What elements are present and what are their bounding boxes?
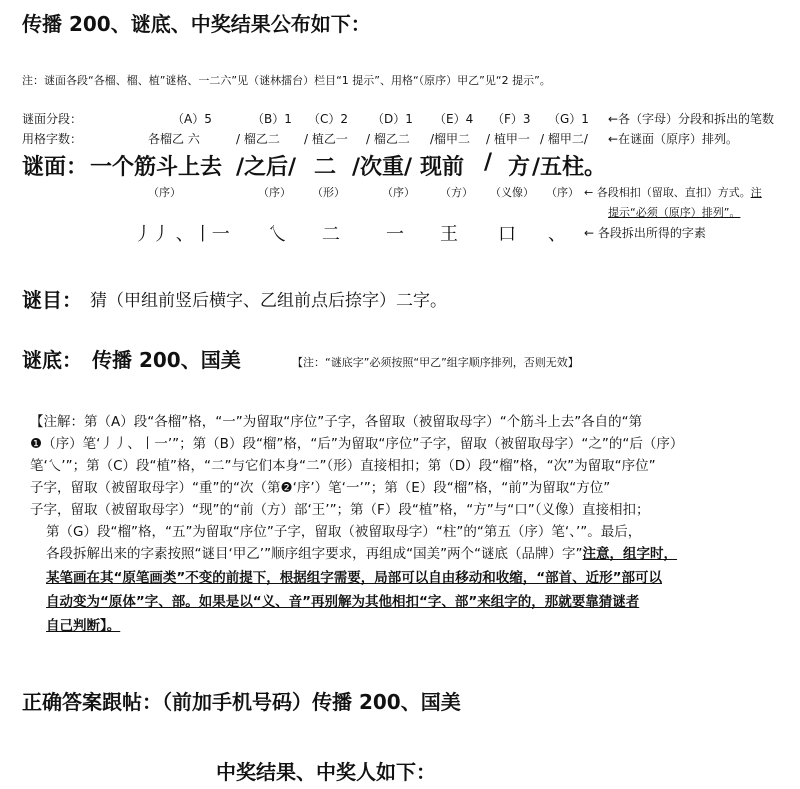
answer-note: 【注：“谜底字”必须按照“甲乙”组字顺序排列，否则无效】 — [292, 356, 579, 369]
strokes-note: ← 各段拆出所得的字素 — [584, 226, 706, 240]
riddle-part-4: /次重/ — [352, 155, 413, 180]
segment-a: （A）5 — [172, 112, 212, 126]
method-label-a: （序） — [148, 186, 181, 199]
riddle-part-8: /五柱。 — [532, 155, 607, 180]
format-a: 各榴乙 六 — [148, 132, 200, 146]
answer-text: 传播 200、国美 — [92, 348, 241, 372]
explanation-line-3: 笔‘乀’”；第（C）段“植”格，“二”与它们本身“二”（形）直接相扣；第（D）段“榴”格，“次”为留取“序位” — [30, 458, 656, 474]
stroke-b: 乀 — [268, 224, 286, 245]
segment-b: （B）1 — [252, 112, 292, 126]
formats-note: ←在谜面（原序）排列。 — [608, 132, 739, 146]
stroke-c: 二 — [322, 224, 340, 245]
method-label-e: （方） — [440, 186, 473, 199]
explanation-bold-2: 自动变为“原体”字、部。如果是以“义、音”再别解为其他相扣“字、部”来组字的，那就要靠猜谜者 — [46, 594, 640, 610]
explanation-line-7-text: 各段拆解出来的字素按照“谜目‘甲乙’”顺序组字要求，再组成“国美”两个“谜底（品牌）字” — [46, 546, 583, 562]
target-text: 猜（甲组前竖后横字、乙组前点后捺字）二字。 — [90, 291, 447, 311]
format-d: / 榴乙二 — [366, 132, 410, 146]
explanation-line-4: 子字，留取（被留取母字）“重”的“次（第❷‘序’）笔‘一’”；第（E）段“榴”格，“前”为留取“方位” — [30, 480, 611, 496]
method-note-2: 提示“必须（原序）排列”。 — [608, 206, 741, 219]
method-label-d: （序） — [382, 186, 415, 199]
riddle-part-6: / — [484, 150, 493, 175]
riddle-part-2: /之后/ — [236, 155, 297, 180]
reply-text: 正确答案跟帖：（前加手机号码）传播 200、国美 — [22, 690, 461, 714]
riddle-part-5: 现前 — [420, 155, 465, 180]
explanation-line-1: 【注解：第（A）段“各榴”格，“一”为留取“序位”子字，各留取（被留取母字）“个筋斗上去”各自的“第 — [30, 414, 643, 430]
segment-c: （C）2 — [308, 112, 349, 126]
riddle-label: 谜面： — [22, 155, 89, 180]
stroke-g: 、 — [548, 224, 566, 245]
segment-e: （E）4 — [434, 112, 474, 126]
explanation-line-6: 第（G）段“榴”格，“五”为留取“序位”子字，留取（被留取母字）“柱”的“第五（序）笔‘、’”。最后， — [46, 524, 642, 540]
explanation-line-5: 子字，留取（被留取母字）“现”的“前（方）部‘王’”；第（F）段“植”格，“方”与“口”（义像）直接相扣； — [30, 502, 650, 518]
segment-g: （G）1 — [548, 112, 589, 126]
method-label-c: （形） — [312, 186, 345, 199]
answer-label: 谜底： — [22, 348, 82, 372]
format-b: / 榴乙二 — [236, 132, 280, 146]
explanation-emphasis: 注意，组字时， — [582, 546, 678, 562]
stroke-f: 口 — [498, 224, 516, 245]
explanation-line-2: ❶（序）笔‘丿丿、丨一’”；第（B）段“榴”格，“后”为留取“序位”子字，留取（被留取母字）“之”的“后（序） — [30, 436, 684, 452]
format-f: / 植甲一 — [486, 132, 530, 146]
segments-label: 谜面分段： — [22, 112, 83, 126]
method-note-1 — [584, 184, 762, 200]
explanation-bold-1: 某笔画在其“原笔画类”不变的前提下，根据组字需要，局部可以自由移动和收缩，“部首、近形”部可以 — [46, 570, 662, 586]
result-text: 中奖结果、中奖人如下： — [216, 760, 436, 784]
method-label-f: （义像） — [490, 186, 534, 199]
format-g: / 榴甲二/ — [540, 132, 588, 146]
method-note-1-underlined: 注 — [750, 186, 762, 199]
stroke-e: 王 — [440, 224, 458, 245]
segments-note: ←各（字母）分段和拆出的笔数 — [608, 112, 775, 126]
stroke-d: 一 — [386, 224, 404, 245]
format-e: /榴甲二 — [430, 132, 471, 146]
method-label-g: （序） — [546, 186, 579, 199]
riddle-part-7: 方 — [508, 155, 531, 180]
explanation-line-7 — [46, 548, 677, 562]
formats-label: 用格字数： — [22, 132, 83, 146]
method-note-1-text: ← 各段相扣（留取、直扣）方式。 — [584, 186, 751, 199]
segment-f: （F）3 — [492, 112, 531, 126]
riddle-part-1: 一个筋斗上去 — [90, 155, 223, 180]
stroke-a: 丿丿 、丨一 — [134, 224, 230, 245]
explanation-bold-3: 自己判断】。 — [46, 618, 121, 634]
target-label: 谜目： — [22, 288, 82, 312]
page-title: 传播 200、谜底、中奖结果公布如下： — [22, 12, 371, 36]
riddle-part-3: 二 — [314, 155, 337, 180]
segment-d: （D）1 — [372, 112, 413, 126]
method-label-b: （序） — [258, 186, 291, 199]
format-c: / 植乙一 — [304, 132, 348, 146]
note-line: 注：谜面各段“各榴、榴、植”谜格、一二六”见（谜林擂台）栏目“1 提示”、用格“（原序）甲乙”见“2 提示”。 — [22, 74, 551, 87]
